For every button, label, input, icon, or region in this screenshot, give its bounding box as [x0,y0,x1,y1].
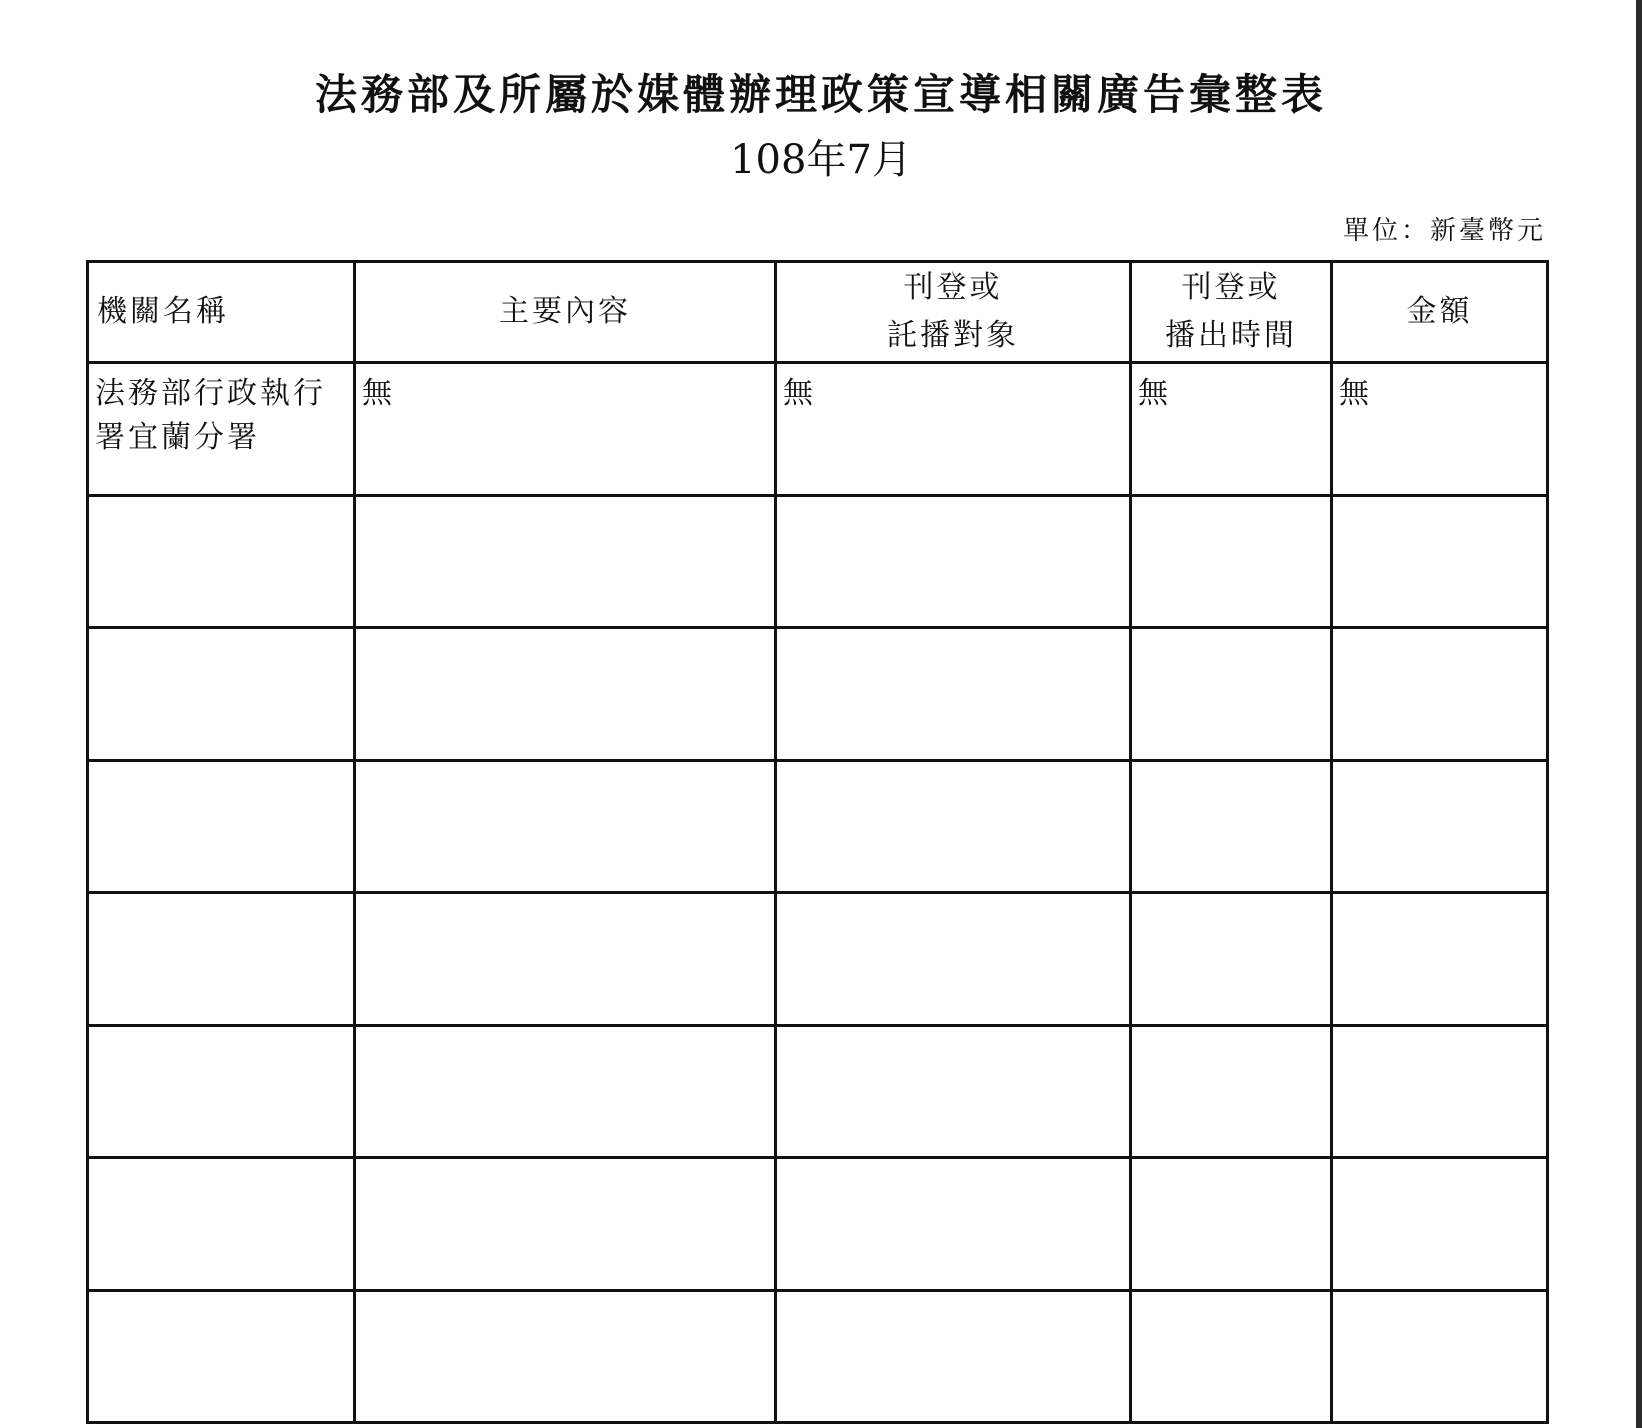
cell-agency-name [88,495,355,628]
cell-broadcast-time [1131,628,1332,761]
header-broadcast-time-line2: 播出時間 [1165,318,1297,353]
cell-amount [1332,1025,1548,1158]
table-row [88,1290,1548,1423]
header-agency-name [88,262,355,363]
cell-amount [1332,628,1548,761]
advertising-summary-table [86,260,1549,1424]
table-row [88,495,1548,628]
document-period: 108年7月 [730,137,912,183]
header-broadcast-time-line1: 刊登或 [1181,270,1281,305]
cell-media-target [776,628,1131,761]
cell-media-target [776,1290,1131,1423]
cell-main-content [355,1158,776,1291]
header-amount [1332,262,1548,363]
cell-broadcast-time [1131,893,1332,1026]
cell-amount: 無 [1332,363,1548,496]
currency-unit: 單位：新臺幣元 [1342,216,1546,246]
header-main-content [355,262,776,363]
header-main-content-text: 主要內容 [499,294,631,329]
cell-broadcast-time: 無 [1131,363,1332,496]
cell-agency-name [88,760,355,893]
cell-media-target: 無 [776,363,1131,496]
table-row [88,760,1548,893]
header-media-target [776,262,1131,363]
table-row [88,1158,1548,1291]
cell-agency-name: 法務部行政執行署宜蘭分署 [88,363,355,496]
table-row [88,1025,1548,1158]
cell-agency-name [88,1025,355,1158]
cell-amount [1332,893,1548,1026]
cell-media-target [776,760,1131,893]
cell-agency-name [88,1158,355,1291]
table-row [88,628,1548,761]
cell-agency-name [88,893,355,1026]
cell-amount [1332,1158,1548,1291]
cell-main-content [355,628,776,761]
cell-broadcast-time [1131,760,1332,893]
table-row [88,893,1548,1026]
document-title: 法務部及所屬於媒體辦理政策宣導相關廣告彙整表 [314,70,1327,119]
cell-main-content: 無 [355,363,776,496]
cell-main-content [355,760,776,893]
cell-media-target [776,1025,1131,1158]
header-broadcast-time [1131,262,1332,363]
header-row [88,262,1548,363]
cell-main-content [355,495,776,628]
cell-amount [1332,495,1548,628]
scan-edge [1636,0,1642,1428]
table-row [88,363,1548,496]
cell-main-content [355,1290,776,1423]
cell-broadcast-time [1131,1290,1332,1423]
cell-main-content [355,1025,776,1158]
header-media-target-line2: 託播對象 [887,318,1019,353]
cell-broadcast-time [1131,495,1332,628]
cell-agency-name [88,628,355,761]
cell-media-target [776,495,1131,628]
cell-media-target [776,1158,1131,1291]
header-agency-name-text: 機關名稱 [97,294,229,329]
cell-agency-name [88,1290,355,1423]
cell-amount [1332,1290,1548,1423]
header-amount-text: 金額 [1406,294,1473,329]
cell-broadcast-time [1131,1025,1332,1158]
cell-main-content [355,893,776,1026]
cell-broadcast-time [1131,1158,1332,1291]
header-media-target-line1: 刊登或 [903,270,1003,305]
cell-amount [1332,760,1548,893]
cell-media-target [776,893,1131,1026]
